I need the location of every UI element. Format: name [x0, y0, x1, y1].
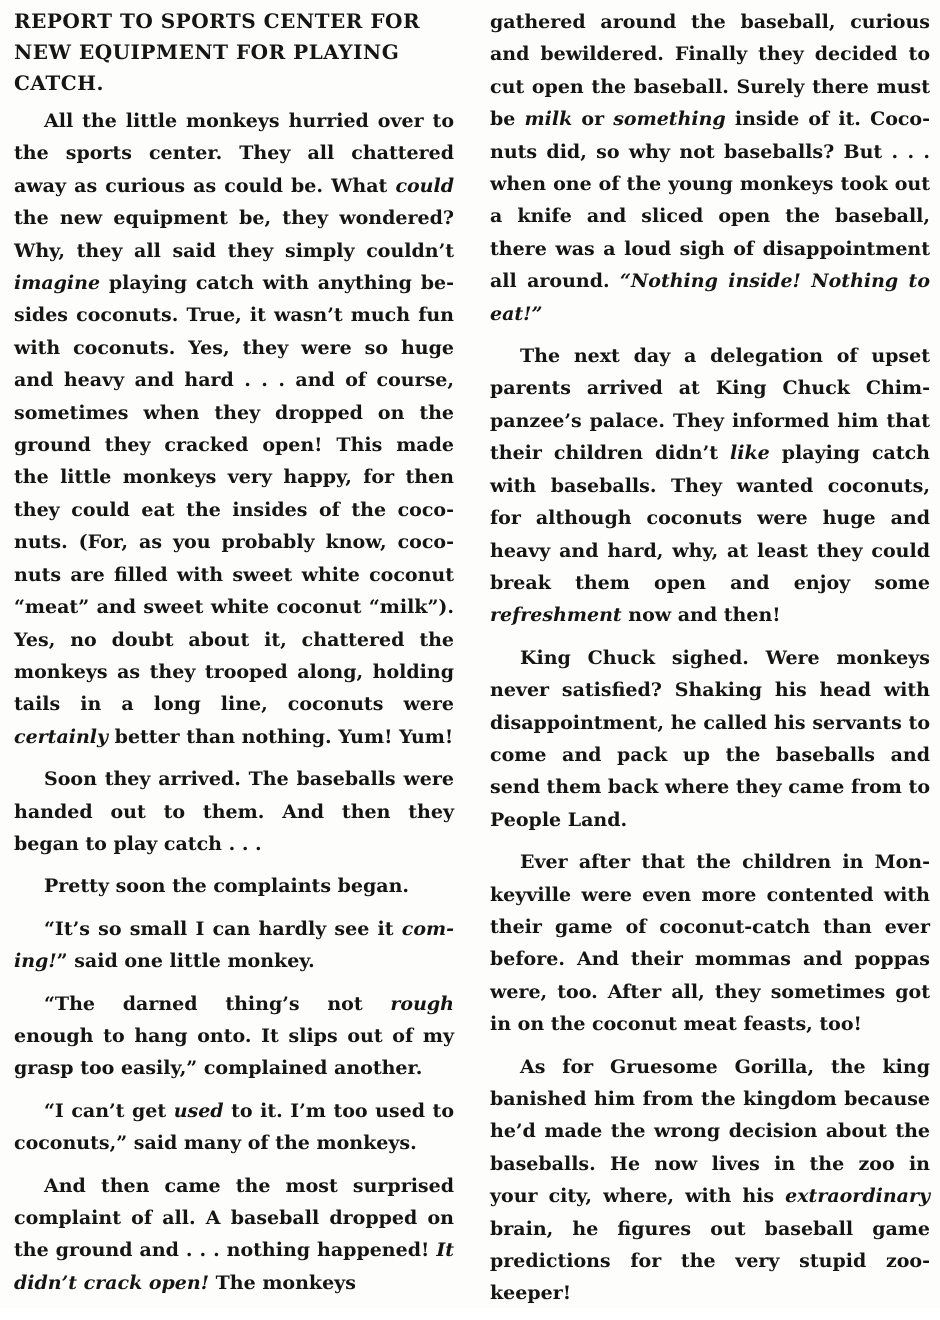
paragraph [490, 846, 930, 1040]
text: playing catch with baseballs. They wanted coconuts, for although coconuts were huge and heavy and hard, why, at least they could break them open and enjoy some [490, 442, 930, 594]
italic-text: It didn’t crack open! [14, 1239, 454, 1294]
text: playing catch with anything besides coconuts. True, it wasn’t much fun with coconuts. Yes, they were so huge and heavy and hard . . . and of course, sometimes when they dropped on the ground they cracked open! This made the little monkeys very happy, for then they could eat the insides of the coconuts. (For, as you probably know, coconuts are filled with sweet white coconut “meat” and sweet white coconut “milk”). Yes, no doubt about it, chattered the monkeys as they trooped along, holding tails in a long line, coconuts were [14, 272, 454, 716]
paragraph [14, 763, 454, 860]
left-column [14, 6, 454, 1309]
italic-text: rough [390, 992, 454, 1015]
text: The next day a delegation of upset parents arrived at King Chuck Chimpanzee’s palace. They informed him that their children didn’t [490, 345, 930, 465]
text: brain, he figures out baseball game predictions for the very stupid zoo-keeper! [490, 1217, 930, 1305]
text: And then came the most surprised complaint of all. A baseball dropped on the ground and . . . nothing happened! [14, 1174, 454, 1262]
text: King Chuck sighed. Were monkeys never satisfied? Shaking his head with disappointment, he called his servants to come and pack up the baseballs and send them back where they came from to People Land. [490, 646, 930, 831]
text: All the little monkeys hurried over to the sports center. They all chattered away as curious as could be. What [14, 110, 454, 197]
italic-text: certainly [14, 725, 109, 748]
paragraph [490, 1051, 930, 1310]
paragraph [14, 105, 454, 753]
italic-text: could [395, 174, 454, 197]
text: or [572, 108, 614, 131]
text: “It’s so small I can hardly see it [44, 917, 402, 940]
italic-text: milk [524, 108, 573, 131]
paragraph [14, 1095, 454, 1160]
text: enough to hang onto. It slips out of my grasp too easily,” complained another. [14, 1024, 454, 1080]
paragraph [14, 913, 454, 978]
text: Soon they arrived. The baseballs were handed out to them. And then they began to play catch . . . [14, 768, 454, 855]
italic-text: like [730, 442, 770, 465]
paragraph [490, 340, 930, 632]
section-heading: REPORT TO SPORTS CENTER FOR NEW EQUIPMENT FOR PLAYING CATCH. [14, 9, 421, 95]
text: “The darned thing’s not [44, 992, 391, 1015]
text: the new equipment be, they wondered? Why, they all said they simply couldn’t [14, 207, 454, 262]
text: to it. I’m too used to coconuts,” said many of the monkeys. [14, 1099, 454, 1155]
left-paragraphs [14, 105, 454, 1299]
text: The monkeys [209, 1271, 356, 1294]
paragraph [490, 6, 930, 330]
text: Ever after that the children in Monkeyville were even more contented with their game of coconut-catch than ever before. And their mommas and poppas were, too. After all, they sometimes got in on the coconut meat feasts, too! [490, 851, 930, 1036]
paragraph [14, 870, 454, 902]
italic-text: something [613, 108, 726, 131]
text: gathered around the baseball, curious and bewildered. Finally they decided to cut open the baseball. Surely there must be [490, 11, 930, 131]
italic-text: coming! [14, 917, 454, 973]
right-paragraphs [490, 6, 930, 1310]
italic-text: “Nothing inside! Nothing to eat!” [490, 270, 931, 325]
paragraph [14, 988, 454, 1085]
text: “I can’t get [44, 1099, 174, 1122]
paragraph [490, 642, 930, 836]
italic-text: refreshment [490, 604, 622, 627]
paragraph [14, 1170, 454, 1300]
text: better than nothing. Yum! Yum! [108, 725, 454, 748]
text: Pretty soon the complaints began. [44, 875, 410, 898]
italic-text: extraordinary [785, 1185, 930, 1208]
text: inside of it. Coconuts did, so why not baseballs? But . . . when one of the young monkeys took out a knife and sliced open the baseball, there was a loud sigh of disappointment all around. [490, 108, 930, 293]
right-column [490, 6, 930, 1320]
italic-text: used [173, 1099, 224, 1122]
text: ” said one little monkey. [56, 950, 315, 973]
text: now and then! [621, 604, 781, 627]
italic-text: imagine [14, 272, 101, 295]
text: As for Gruesome Gorilla, the king banished him from the kingdom because he’d made the wrong decision about the baseballs. He now lives in the zoo in your city, where, with his [490, 1055, 930, 1208]
